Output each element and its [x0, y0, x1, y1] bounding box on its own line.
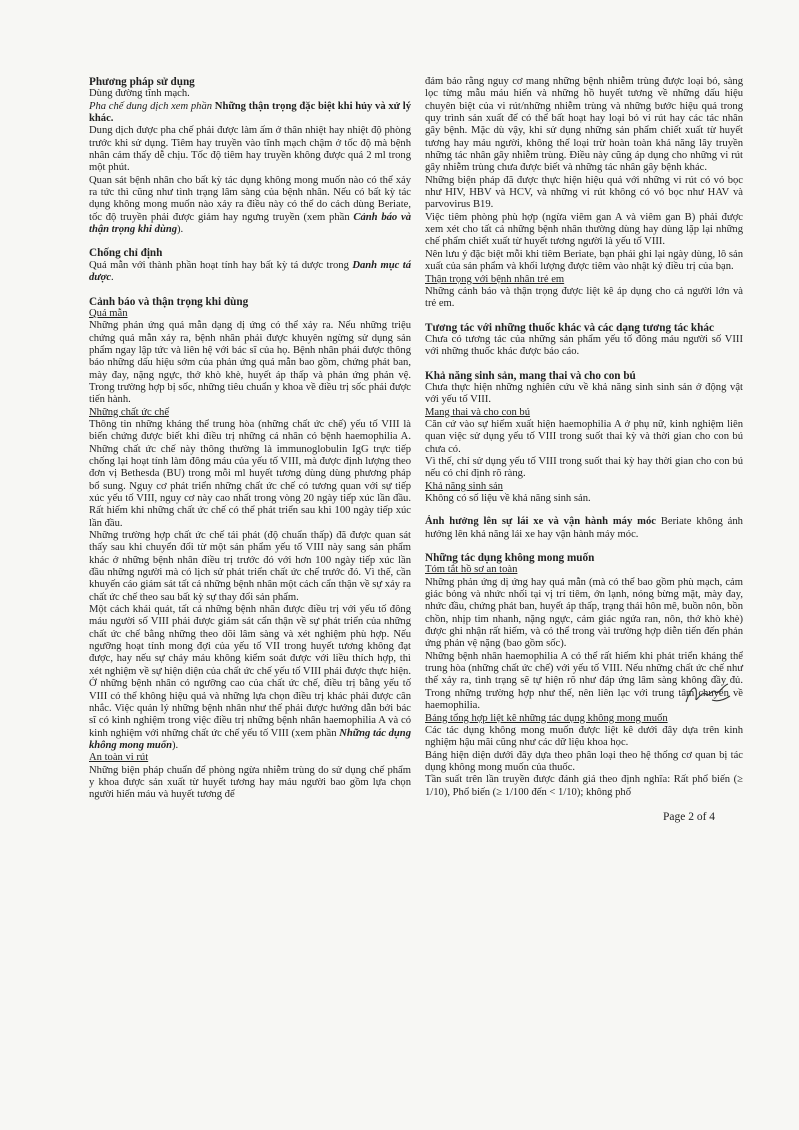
viral-safety-continued: đảm bảo rằng nguy cơ mang những bệnh nhiễm trùng được loại bỏ, sàng lọc từng mẫu máu hiến và những hồ huyết tương về những dấu hiệu chuyên biệt của vi rút/những nhiễm trùng và những bước hiệu quả trong quy trình sản xuất để có thể bất hoạt hay loại bỏ vi rút hay các tác nhân gây bệnh. Mặc dù vậy, khi sử dụng những sản phẩm chiết xuất từ huyết tương hay máu người, không thể loại trừ hoàn toàn khả năng lây truyền những tác nhân gây nhiễm trùng. Điều này cũng áp dụng cho những vi rút gây nhiễm trùng chưa được biết và những tác nhân gây bệnh khác. [425, 76, 743, 174]
adverse-table-title: Bảng tổng hợp liệt kê những tác dụng không mong muốn [425, 712, 668, 724]
safety-profile-title: Tóm tắt hồ sơ an toàn [425, 564, 518, 576]
adverse-paragraph-1: Các tác dụng không mong muốn được liệt kê dưới đây dựa trên kinh nghiệm hậu mãi cũng như các dữ liệu khoa học. [425, 724, 743, 749]
fertility-heading: Khả năng sinh sản, mang thai và cho con bú [425, 369, 636, 382]
signature-mark [682, 680, 734, 710]
inhibitors-paragraph-3: Một cách khái quát, tất cả những bệnh nhân được điều trị với yếu tố đông máu người số VIII phải được giám sát cẩn thận về sự phát triển của những chất ức chế bằng những theo dõi lâm sàng và xét nghiệm phù hợp. Nếu ngưỡng hoạt tính mong đợi của yếu tố VII trong huyết tương không đạt được, hay nếu sự chảy máu không kiểm soát được với liều thích hợp, thì xét nghiệm về sự hiện diện của chất ức chế yếu tố VIII phải được thực hiện. Ở những bệnh nhân có ngưỡng cao của chất ức chế, điều trị bằng yếu tố VIII có thể không hiệu quả và những lựa chọn điều trị khác phải được cân nhắc. Việc quản lý những bệnh nhân như thế phải được hướng dẫn bởi bác sĩ có kinh nghiệm trong việc điều trị những bệnh nhân haemophilia A và có kinh nghiệm với những chất ức chế yếu tố VIII (xem phần Những tác dụng không mong muốn). [89, 604, 411, 751]
usage-route: Dùng đường tĩnh mạch. [89, 88, 190, 100]
hypersensitivity-text: Những phản ứng quá mẫn dạng dị ứng có thể xảy ra. Nếu những triệu chứng quá mẫn xảy ra, bệnh nhân phải được khuyên ngừng sử dụng sản phẩm ngay lập tức và liên hệ với bác sĩ của họ. Bệnh nhân phải được thông báo những dấu hiệu sớm của phản ứng quá mẫn bao gồm, chứng phát ban, mày đay, nặng ngực, thở khò khè, huyết áp thấp và phản ứng phản vệ. Trong trường hợp bị sốc, những tiêu chuẩn y khoa về điều trị sốc phải được tiến hành. [89, 320, 411, 406]
viral-safety-text: Những biện pháp chuẩn để phòng ngừa nhiễm trùng do sử dụng chế phẩm y khoa được sản xuất từ huyết tương hay máu người bao gồm lựa chọn người hiến máu và huyết tương để [89, 764, 411, 801]
viral-safety-paragraph-4: Nên lưu ý đặc biệt mỗi khi tiêm Beriate, bạn phải ghi lại ngày dùng, lô sản xuất của sản phẩm và khối lượng được tiêm vào nhật ký điều trị của bạn. [425, 248, 743, 273]
safety-paragraph-1: Những phản ứng dị ứng hay quá mẫn (mà có thể bao gồm phù mạch, cảm giác bỏng và nhức nhối tại vị trí tiêm, ớn lạnh, nóng bừng mặt, mày đay, nhức đầu, chứng phát ban, huyết áp thấp, trạng thái hôn mê, buồn nôn, bồn chồn, nhịp tim nhanh, nặng ngực, cảm giác ngứa ran, nôn, thở khò khè) được ghi nhận rất hiếm, và có thể trong vài trường hợp diễn tiến đến phản ứng phản vệ nặng (bao gồm sốc). [425, 576, 743, 650]
usage-heading: Phương pháp sử dụng [89, 76, 195, 88]
viral-safety-title: An toàn vi rút [89, 752, 149, 764]
driving-section: Ảnh hưởng lên sự lái xe và vận hành máy móc Beriate không ảnh hưởng lên khả năng lái xe hay vận hành máy móc. [425, 516, 743, 540]
contraindications-text: Quá mẫn với thành phần hoạt tính hay bất kỳ tá dược trong Danh mục tá dược. [89, 259, 412, 284]
adverse-paragraph-3: Tần suất trên lần truyền được đánh giá theo định nghĩa: Rất phổ biến (≥ 1/10), Phổ biến (≥ 1/100 đến < 1/10); không phổ [425, 774, 743, 798]
children-title: Thận trọng với bệnh nhân trẻ em [425, 273, 565, 285]
pregnancy-paragraph-1: Căn cứ vào sự hiếm xuất hiện haemophilia A ở phụ nữ, kinh nghiệm liên quan việc sử dụng yếu tố VIII trong suốt thai kỳ và thời gian cho con bú chưa có. [425, 418, 743, 455]
usage-prep: Pha chế dung dịch xem phần Những thận trọng đặc biệt khi hủy và xử lý khác. [89, 100, 411, 125]
pregnancy-title: Mang thai và cho con bú [425, 406, 531, 418]
fertility-text: Chưa thực hiện những nghiên cứu về khả năng sinh sinh sản ở động vật với yếu tố VIII. [425, 381, 743, 406]
left-column [89, 76, 411, 802]
safety-paragraph-2: Những bệnh nhân haemophilia A có thể rất hiếm khi phát triển kháng thể trung hòa (những chất ức chế) với yếu tố VIII. Nếu những chất ức chế như thế xảy ra, tình trạng sẽ tự hiện rõ như đáp ứng lâm sàng không đầy đủ. Trong những trường hợp như thế, nên liên lạc với trung tâm chuyên về haemophilia. [425, 650, 743, 712]
inhibitors-paragraph-1: Thông tin những kháng thể trung hòa (những chất ức chế) yếu tố VIII là biến chứng được biết khi điều trị những cá nhân có bệnh haemophilia A. Những chất ức chế này thông thường là immunoglobulin IgG trực tiếp chống lại hoạt tính làm đông máu của yếu tố VIII, mà được định lượng theo đơn vị Bethesda (BU) trong mỗi ml huyết tương dùng dùng phương pháp bổ sung. Nguy cơ phát triển những chất ức chế có tương quan với sự tiếp xúc yếu tố VIII, nguy cơ này cao nhất trong vòng 20 ngày tiếp xúc lần đầu. Rất hiếm khi những chất ức chế có thể phát triển sau khi 100 ngày tiếp xúc lần đầu. [89, 418, 411, 529]
viral-safety-paragraph-3: Việc tiêm phòng phù hợp (ngừa viêm gan A và viêm gan B) phải được xem xét cho tất cả những bệnh nhân thường dùng hay dùng lặp lại những chế phẩm chiết xuất từ huyết tương người là yếu tố VIII. [425, 211, 743, 248]
inhibitors-paragraph-2: Những trường hợp chất ức chế tái phát (độ chuẩn thấp) đã được quan sát thấy sau khi chuyển đổi từ một sản phẩm yếu tố VIII này sang sản phẩm khác ở những bệnh nhân điều trị trước đó với hơn 100 ngày tiếp xúc lần đầu những người mà có lịch sử phát triển chất ức chế trước đó. Vì thế, cần khuyến cáo giám sát tất cả những bệnh nhân một cách cẩn thận về sự xảy ra chất ức chế theo sau bất kỳ sự thay đổi sản phẩm. [89, 530, 411, 603]
pregnancy-paragraph-2: Vì thế, chỉ sử dụng yếu tố VIII trong suốt thai kỳ hay thời gian cho con bú nếu có chỉ định rõ ràng. [425, 455, 743, 480]
viral-safety-paragraph-2: Những biện pháp đã được thực hiện hiệu quả với những vi rút có vỏ bọc như HIV, HBV và HCV, và những vi rút không có vỏ bọc như HAV và parvovirus B19. [425, 174, 743, 211]
usage-paragraph-2: Quan sát bệnh nhân cho bất kỳ tác dụng không mong muốn nào có thể xảy ra tức thì cũng như tình trạng lâm sàng của bệnh nhân. Nếu có bất kỳ tác dụng không mong muốn nào xảy ra điều này có thể do cách dùng Beriate, tốc độ truyền phải được giảm hay ngưng truyền (xem phần Cảnh báo và thận trọng khi dùng). [89, 174, 411, 236]
usage-paragraph-1: Dung dịch được pha chế phải được làm ấm ở thân nhiệt hay nhiệt độ phòng trước khi sử dụng. Tiêm hay truyền vào tĩnh mạch chậm ở tốc độ mà bệnh nhân cảm thấy dễ chịu. Tốc độ tiêm hay truyền không được quá 2 ml trong một phút. [89, 125, 411, 174]
warnings-heading: Cảnh báo và thận trọng khi dùng [89, 295, 249, 308]
children-text: Những cảnh báo và thận trọng được liệt kê áp dụng cho cả người lớn và trẻ em. [425, 285, 743, 310]
fertility-data-text: Không có số liệu về khả năng sinh sản. [425, 493, 591, 504]
page-number: Page 2 of 4 [663, 811, 716, 823]
hypersensitivity-title: Quá mẫn [89, 307, 128, 319]
contraindications-heading: Chống chỉ định [89, 247, 163, 260]
fertility-subtitle: Khả năng sinh sản [425, 480, 503, 492]
adverse-paragraph-2: Bảng hiện diện dưới đây dựa theo phân loại theo hệ thống cơ quan bị tác dụng không mong muốn của thuốc. [425, 749, 743, 773]
interactions-text: Chưa có tương tác của những sản phẩm yếu tố đông máu người số VIII với những thuốc khác được báo cáo. [425, 333, 743, 358]
interactions-heading: Tương tác với những thuốc khác và các dạng tương tác khác [425, 321, 714, 334]
inhibitors-title: Những chất ức chế [89, 406, 170, 418]
adverse-effects-heading: Những tác dụng không mong muốn [425, 552, 595, 565]
